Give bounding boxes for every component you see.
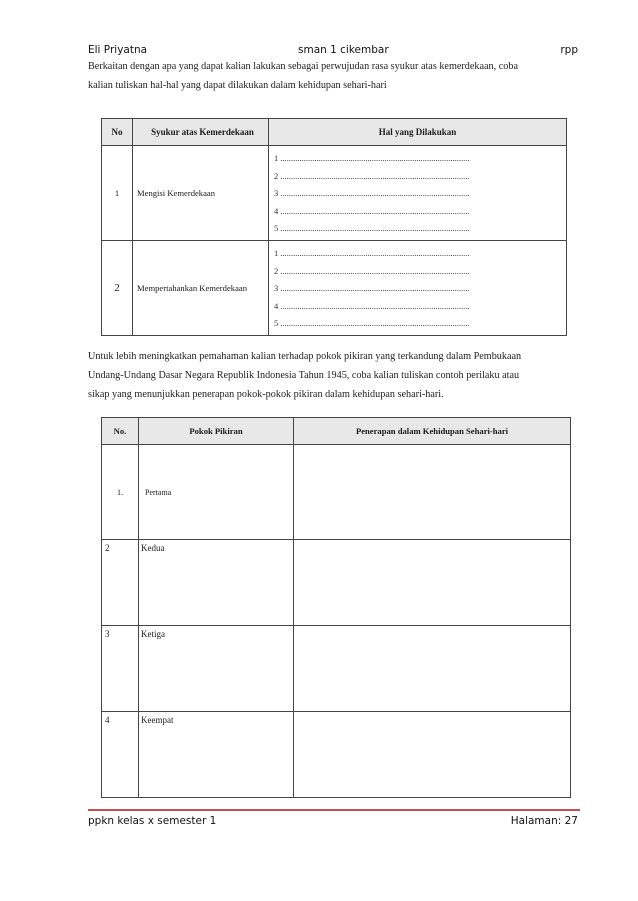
col-no: No. [102,418,139,445]
row-no: 1. [102,445,139,540]
answer-cell[interactable] [294,712,571,798]
answer-cell[interactable] [294,445,571,540]
fill-line[interactable]: 2 ......................................................................................... [274,170,470,181]
answer-cell[interactable] [294,540,571,626]
footer-subject: ppkn kelas x semester 1 [88,815,217,827]
row-no: 3 [102,626,139,712]
fill-line[interactable]: 3 ......................................................................................... [274,283,470,293]
fill-line[interactable]: 1 ......................................................................................... [274,248,470,258]
footer-rule [88,809,580,811]
header-author: Eli Priyatna [88,44,148,56]
principles-table-header [102,418,571,445]
col-syukur: Syukur atas Kemerdekaan [133,119,269,146]
table-row [102,540,571,626]
row-lines[interactable] [269,241,567,336]
fill-line[interactable]: 2 ......................................................................................... [274,265,470,276]
gratitude-table-header [102,119,567,146]
intro-2-line-1: Untuk lebih meningkatkan pemahaman kalian terhadap pokok pikiran yang terkandung dalam Pembukaan [88,351,522,362]
intro-2-line-2: Undang-Undang Dasar Negara Republik Indonesia Tahun 1945, coba kalian tuliskan contoh perilaku atau [88,370,520,381]
header-doc-type: rpp [560,44,578,56]
intro-2-line-3: sikap yang menunjukkan penerapan pokok-pokok pikiran dalam kehidupan sehari-hari. [88,389,444,400]
gratitude-table [101,118,567,336]
row-item: Pertama [139,445,294,540]
row-no: 1 [102,146,133,241]
footer-page-number: Halaman: 27 [510,815,578,827]
row-item: Kedua [139,540,294,626]
fill-line[interactable]: 5 ......................................................................................... [274,318,470,328]
table-row [102,146,567,241]
row-no: 2 [102,540,139,626]
fill-line[interactable]: 3 ......................................................................................... [274,188,470,198]
row-no: 2 [102,241,133,336]
row-no: 4 [102,712,139,798]
intro-1-line-1: Berkaitan dengan apa yang dapat kalian lakukan sebagai perwujudan rasa syukur atas kemerdekaan, coba [88,61,518,72]
col-hal: Hal yang Dilakukan [269,119,567,146]
row-item: Keempat [139,712,294,798]
table-row [102,445,571,540]
fill-line[interactable]: 4 ......................................................................................... [274,300,470,311]
row-item: Mempertahankan Kemerdekaan [133,241,269,336]
principles-table [101,417,571,798]
table-row [102,241,567,336]
row-item: Ketiga [139,626,294,712]
col-no: No [102,119,133,146]
col-penerapan: Penerapan dalam Kehidupan Sehari-hari [294,418,571,445]
fill-line[interactable]: 4 ......................................................................................... [274,205,470,216]
table-row [102,626,571,712]
intro-1-line-2: kalian tuliskan hal-hal yang dapat dilakukan dalam kehidupan sehari-hari [88,80,387,91]
row-lines[interactable] [269,146,567,241]
intro-paragraph-1 [88,57,578,95]
intro-paragraph-2 [88,347,578,404]
fill-line[interactable]: 5 ......................................................................................... [274,223,470,233]
answer-cell[interactable] [294,626,571,712]
header-school: sman 1 cikembar [298,44,389,56]
table-row [102,712,571,798]
row-item: Mengisi Kemerdekaan [133,146,269,241]
fill-line[interactable]: 1 ......................................................................................... [274,153,470,163]
col-pokok-pikiran: Pokok Pikiran [139,418,294,445]
